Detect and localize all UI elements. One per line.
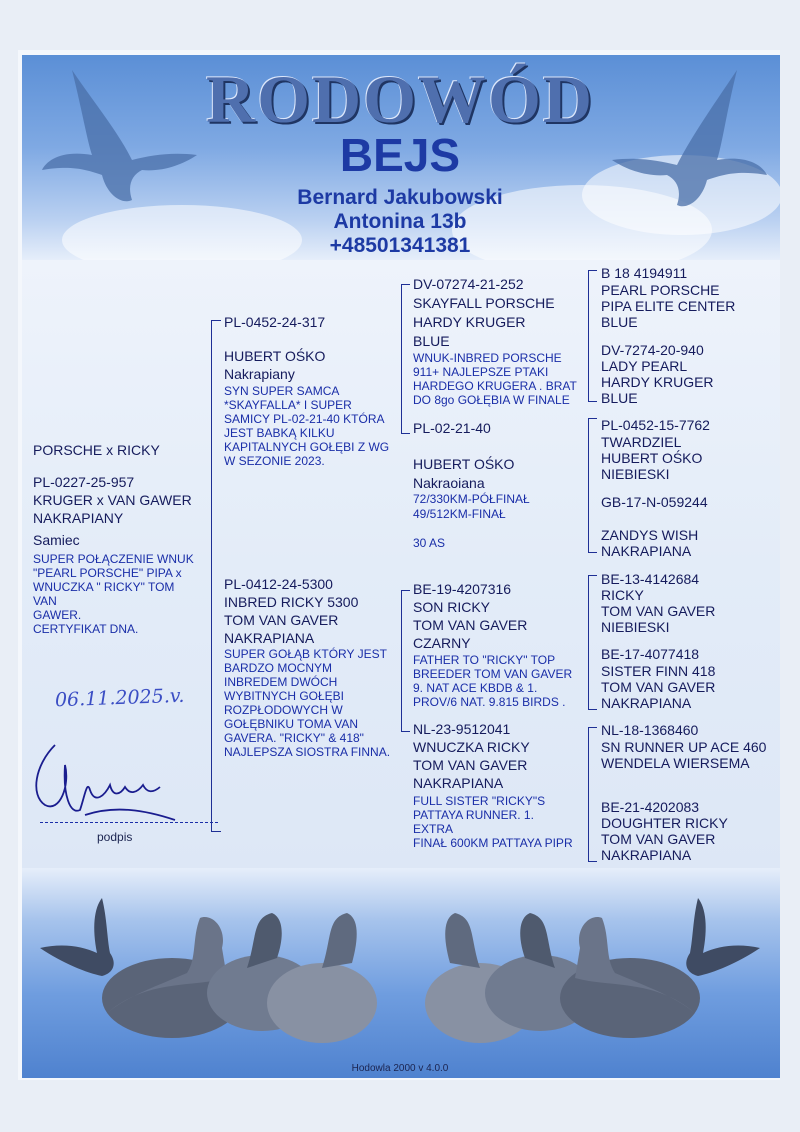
subject-line: NAKRAPIANY <box>33 510 124 526</box>
mm-note: EXTRA <box>413 822 454 836</box>
footer-banner <box>22 868 780 1078</box>
ggp-line: TWARDZIEL <box>601 434 682 450</box>
bracket-father <box>401 284 402 434</box>
mm-line: TOM VAN GAVER <box>413 757 528 773</box>
ggp-line: NAKRAPIANA <box>601 695 692 711</box>
ggp-line: SISTER FINN 418 <box>601 663 716 679</box>
mf-note: PROV/6 NAT. 9.815 BIRDS . <box>413 695 566 709</box>
handwritten-date: 06.11.2025.v. <box>54 684 185 712</box>
ggp-ring: GB-17-N-059244 <box>601 494 708 510</box>
ggp-line: NAKRAPIANA <box>601 543 692 559</box>
subject-parents: PORSCHE x RICKY <box>33 442 160 458</box>
mother-line: INBRED RICKY 5300 <box>224 594 359 610</box>
mother-note: ROZPŁODOWYCH W <box>224 703 343 717</box>
mf-note: 9. NAT ACE KBDB & 1. <box>413 681 538 695</box>
ggp-line: NIEBIESKI <box>601 619 670 635</box>
owner-address: Antonina 13b <box>333 210 467 233</box>
mother-note: GAVERA. "RICKY" & 418" <box>224 731 364 745</box>
mother-note: SUPER GOŁĄB KTÓRY JEST <box>224 647 387 661</box>
mother-note: WYBITNYCH GOŁĘBI <box>224 689 345 703</box>
mm-line: NAKRAPIANA <box>413 775 504 791</box>
ggp-line: TOM VAN GAVER <box>601 603 716 619</box>
ggp-ring: PL-0452-15-7762 <box>601 417 710 433</box>
father-note: W SEZONIE 2023. <box>224 454 325 468</box>
mf-note: FATHER TO "RICKY" TOP <box>413 653 556 667</box>
ggp-line: BLUE <box>601 390 638 406</box>
ggp-line: BLUE <box>601 314 638 330</box>
ggp-line: SN RUNNER UP ACE 460 <box>601 739 767 755</box>
mother-note: BARDZO MOCNYM <box>224 661 332 675</box>
ggp-line: PIPA ELITE CENTER <box>601 298 736 314</box>
mf-line: SON RICKY <box>413 599 491 615</box>
fm-color: Nakraoiana <box>413 475 485 491</box>
mm-note: FINAŁ 600KM PATTAYA PIPR <box>413 836 573 850</box>
fm-ring: PL-02-21-40 <box>413 420 491 436</box>
mm-ring: NL-23-9512041 <box>413 721 511 737</box>
ggp-ring: BE-13-4142684 <box>601 571 700 587</box>
ggp-line: NIEBIESKI <box>601 466 670 482</box>
father-ring: PL-0452-24-317 <box>224 314 326 330</box>
subject-note: CERTYFIKAT DNA. <box>33 622 139 636</box>
bracket-tick <box>588 575 597 576</box>
bracket-tick <box>588 418 597 419</box>
bracket-mother <box>401 590 402 732</box>
father-color: Nakrapiany <box>224 366 295 382</box>
father-note: *SKAYFALLA* I SUPER <box>224 398 352 412</box>
loft-name: BEJS <box>339 129 461 181</box>
mother-ring: PL-0412-24-5300 <box>224 576 333 592</box>
signature-label: podpis <box>97 830 133 844</box>
bracket-tick <box>588 861 597 862</box>
ff-line: BLUE <box>413 333 450 349</box>
bracket-tick <box>211 831 221 832</box>
mm-line: WNUCZKA RICKY <box>413 739 530 755</box>
software-version: Hodowla 2000 v 4.0.0 <box>351 1063 449 1074</box>
bracket-tick <box>401 433 410 434</box>
bracket-tick <box>588 552 597 553</box>
mf-note: BREEDER TOM VAN GAVER <box>413 667 573 681</box>
bracket-ff <box>588 270 589 402</box>
mm-note: PATTAYA RUNNER. 1. <box>413 808 534 822</box>
ggp-line: LADY PEARL <box>601 358 688 374</box>
mf-ring: BE-19-4207316 <box>413 581 512 597</box>
father-note: SYN SUPER SAMCA <box>224 384 340 398</box>
signature-icon <box>25 735 195 835</box>
ggp-line: TOM VAN GAVER <box>601 679 716 695</box>
ff-line: HARDY KRUGER <box>413 314 526 330</box>
bracket-mm <box>588 727 589 862</box>
subject-note: SUPER POŁĄCZENIE WNUK <box>33 552 194 566</box>
ggp-line: TOM VAN GAVER <box>601 831 716 847</box>
ff-line: SKAYFALL PORSCHE <box>413 295 555 311</box>
ff-note: HARDEGO KRUGERA . BRAT <box>413 379 577 393</box>
bracket-tick <box>401 284 410 285</box>
father-note: JEST BABKĄ KILKU <box>224 426 335 440</box>
ggp-line: RICKY <box>601 587 644 603</box>
father-note: SAMICY PL-02-21-40 KTÓRA <box>224 412 385 426</box>
ggp-ring: B 18 4194911 <box>601 265 688 281</box>
subject-note: WNUCZKA " RICKY" TOM <box>33 580 175 594</box>
bracket-tick <box>588 270 597 271</box>
signature-line <box>40 822 218 823</box>
father-name: HUBERT OŚKO <box>224 348 326 364</box>
bracket-tick <box>588 401 597 402</box>
mother-note: GOŁĘBNIKU TOMA VAN <box>224 717 359 731</box>
subject-note: GAWER. <box>33 608 82 622</box>
bracket-subject <box>211 320 212 832</box>
ggp-ring: DV-7274-20-940 <box>601 342 704 358</box>
ggp-line: HUBERT OŚKO <box>601 450 703 466</box>
mm-note: FULL SISTER "RICKY"S <box>413 794 546 808</box>
document-title: RODOWÓD <box>206 61 594 137</box>
father-note: KAPITALNYCH GOŁĘBI Z WG <box>224 440 390 454</box>
fm-name: HUBERT OŚKO <box>413 456 515 472</box>
bracket-mf <box>588 575 589 710</box>
owner-phone: +48501341381 <box>329 234 471 257</box>
fm-note: 30 AS <box>413 536 446 550</box>
bracket-tick <box>588 727 597 728</box>
mother-line: NAKRAPIANA <box>224 630 315 646</box>
subject-line: KRUGER x VAN GAWER <box>33 492 192 508</box>
mf-line: TOM VAN GAVER <box>413 617 528 633</box>
bracket-tick <box>401 731 410 732</box>
subject-note: VAN <box>33 594 57 608</box>
mother-note: INBREDEM DWÓCH <box>224 675 338 689</box>
bracket-tick <box>211 320 221 321</box>
ggp-line: PEARL PORSCHE <box>601 282 720 298</box>
bracket-tick <box>588 709 597 710</box>
mother-note: NAJLEPSZA SIOSTRA FINNA. <box>224 745 391 759</box>
ggp-line: DOUGHTER RICKY <box>601 815 728 831</box>
ggp-line: NAKRAPIANA <box>601 847 692 863</box>
mf-line: CZARNY <box>413 635 471 651</box>
ggp-line: HARDY KRUGER <box>601 374 714 390</box>
ff-note: DO 8go GOŁĘBIA W FINALE <box>413 393 570 407</box>
pigeons-illustration-icon <box>22 868 780 1078</box>
ggp-line: WENDELA WIERSEMA <box>601 755 750 771</box>
ff-note: WNUK-INBRED PORSCHE <box>413 351 562 365</box>
ggp-ring: NL-18-1368460 <box>601 722 699 738</box>
subject-note: "PEARL PORSCHE" PIPA x <box>33 566 182 580</box>
ggp-ring: BE-17-4077418 <box>601 646 700 662</box>
ggp-line: ZANDYS WISH <box>601 527 699 543</box>
bracket-fm <box>588 418 589 553</box>
fm-note: 72/330KM-PÓŁFINAŁ <box>413 492 530 506</box>
ggp-ring: BE-21-4202083 <box>601 799 700 815</box>
mother-line: TOM VAN GAVER <box>224 612 339 628</box>
subject-sex: Samiec <box>33 532 80 548</box>
owner-name: Bernard Jakubowski <box>297 186 503 209</box>
subject-ring: PL-0227-25-957 <box>33 474 135 490</box>
ff-ring: DV-07274-21-252 <box>413 276 524 292</box>
ff-note: 911+ NAJLEPSZE PTAKI <box>413 365 549 379</box>
bracket-tick <box>401 590 410 591</box>
fm-note: 49/512KM-FINAŁ <box>413 507 506 521</box>
